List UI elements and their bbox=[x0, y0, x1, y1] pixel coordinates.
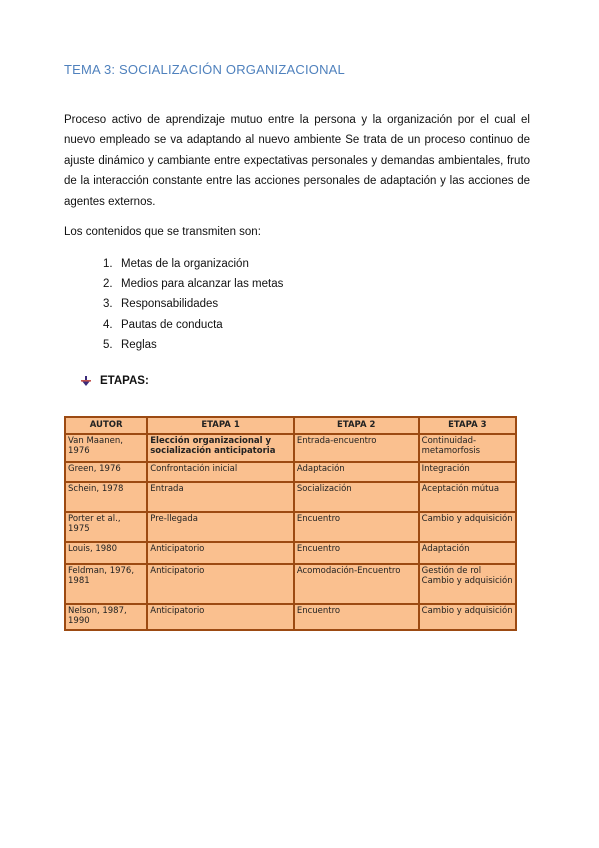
table-cell: Van Maanen, 1976 bbox=[65, 434, 147, 462]
page-title: TEMA 3: SOCIALIZACIÓN ORGANIZACIONAL bbox=[64, 62, 345, 77]
stages-table bbox=[64, 416, 517, 631]
header-cell: ETAPA 1 bbox=[147, 417, 294, 434]
table-cell: Confrontación inicial bbox=[147, 462, 294, 482]
table-row bbox=[65, 482, 516, 512]
table-cell: Entrada bbox=[147, 482, 294, 512]
table-cell: Anticipatorio bbox=[147, 542, 294, 564]
table-cell: Integración bbox=[419, 462, 516, 482]
table-cell: Adaptación bbox=[294, 462, 419, 482]
table-header-row bbox=[65, 417, 516, 434]
list-item: 5. Reglas bbox=[103, 338, 157, 351]
header-cell: AUTOR bbox=[65, 417, 147, 434]
table-cell: Adaptación bbox=[419, 542, 516, 564]
table-row bbox=[65, 564, 516, 604]
definition-paragraph: Proceso activo de aprendizaje mutuo entre la persona y la organización por el cual el nuevo empleado se va adaptando al nuevo ambiente Se trata de un proceso continuo de ajuste dinámico y cambiante entre expectativas personales y demandas ambientales, fruto de la interacción constante entre las acciones personales de adaptación y las acciones de agentes externos. bbox=[64, 114, 530, 208]
table-cell: Elección organizacional y socialización anticipatoria bbox=[147, 434, 294, 462]
table-cell: Gestión de rol Cambio y adquisición bbox=[419, 564, 516, 604]
table-cell: Socialización bbox=[294, 482, 419, 512]
contents-list bbox=[103, 254, 283, 355]
table-cell: Pre-llegada bbox=[147, 512, 294, 542]
table-cell: Cambio y adquisición bbox=[419, 512, 516, 542]
contents-intro: Los contenidos que se transmiten son: bbox=[64, 226, 261, 238]
table-cell: Encuentro bbox=[294, 604, 419, 630]
table-cell: Schein, 1978 bbox=[65, 482, 147, 512]
table-row bbox=[65, 434, 516, 462]
table-cell: Nelson, 1987, 1990 bbox=[65, 604, 147, 630]
table-cell: Aceptación mútua bbox=[419, 482, 516, 512]
etapas-heading bbox=[80, 375, 149, 387]
etapas-label: ETAPAS: bbox=[100, 375, 149, 387]
table-row bbox=[65, 462, 516, 482]
table-row bbox=[65, 542, 516, 564]
table-cell: Cambio y adquisición bbox=[419, 604, 516, 630]
table-cell: Feldman, 1976, 1981 bbox=[65, 564, 147, 604]
table-cell: Continuidad-metamorfosis bbox=[419, 434, 516, 462]
list-item: 2. Medios para alcanzar las metas bbox=[103, 278, 284, 291]
header-cell: ETAPA 2 bbox=[294, 417, 419, 434]
list-item: 4. Pautas de conducta bbox=[103, 318, 223, 331]
table-row bbox=[65, 604, 516, 630]
table-cell: Louis, 1980 bbox=[65, 542, 147, 564]
table-cell: Encuentro bbox=[294, 512, 419, 542]
table-cell: Encuentro bbox=[294, 542, 419, 564]
table-cell: Acomodación-Encuentro bbox=[294, 564, 419, 604]
list-item: 1. Metas de la organización bbox=[103, 258, 249, 270]
arrow-bullet-icon bbox=[80, 375, 92, 387]
table-cell: Anticipatorio bbox=[147, 564, 294, 604]
table-cell: Entrada-encuentro bbox=[294, 434, 419, 462]
table-cell: Anticipatorio bbox=[147, 604, 294, 630]
table-cell: Porter et al., 1975 bbox=[65, 512, 147, 542]
table-row bbox=[65, 512, 516, 542]
list-item: 3. Responsabilidades bbox=[103, 298, 219, 311]
table-cell: Green, 1976 bbox=[65, 462, 147, 482]
header-cell: ETAPA 3 bbox=[419, 417, 516, 434]
